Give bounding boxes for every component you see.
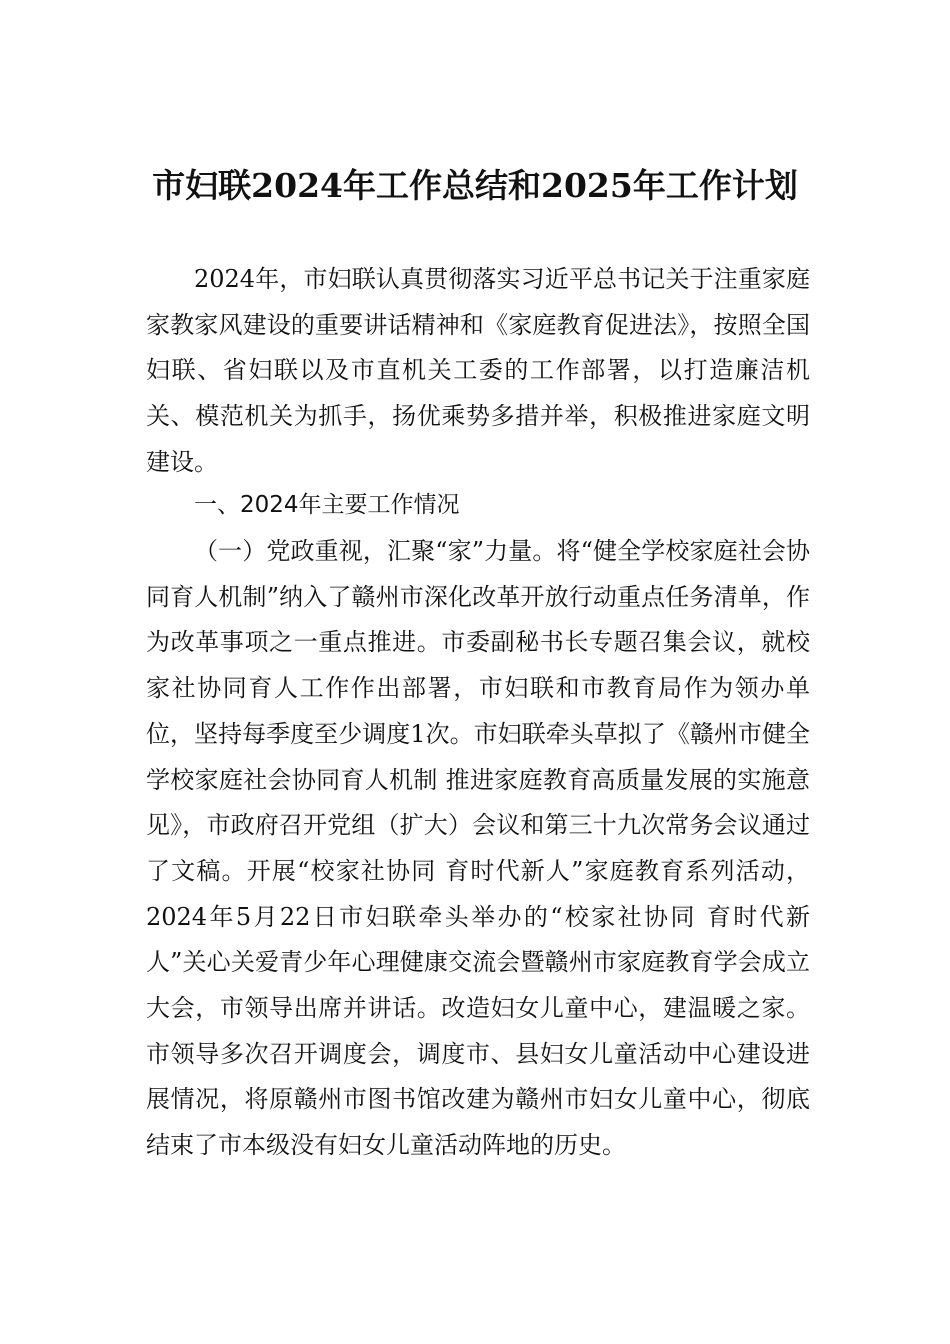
section-item-1-heading: （一）党政重视，汇聚“家”力量。	[194, 537, 557, 565]
section-item-1-paragraph	[146, 529, 810, 1169]
intro-paragraph: 2024年，市妇联认真贯彻落实习近平总书记关于注重家庭家教家风建设的重要讲话精神和《家庭教育促进法》，按照全国妇联、省妇联以及市直机关工委的工作部署，以打造廉洁机关、模范机关为抓手，扬优乘势多措并举，积极推进家庭文明建设。	[146, 265, 810, 476]
section-item-1-body: 将“健全学校家庭社会协同育人机制”纳入了赣州市深化改革开放行动重点任务清单，作为改革事项之一重点推进。市委副秘书长专题召集会议，就校家社协同育人工作作出部署，市妇联和市教育局作为领办单位，坚持每季度至少调度1次。市妇联牵头草拟了《赣州市健全学校家庭社会协同育人机制 推进家庭教育高质量发展的实施意见》，市政府召开党组（扩大）会议和第三十九次常务会议通过了文稿。开展“校家社协同 育时代新人”家庭教育系列活动，2024年5月22日市妇联牵头举办的“校家社协同 育时代新人”关心关爱青少年心理健康交流会暨赣州市家庭教育学会成立大会，市领导出席并讲话。改造妇女儿童中心，建温暖之家。市领导多次召开调度会，调度市、县妇女儿童活动中心建设进展情况，将原赣州市图书馆改建为赣州市妇女儿童中心，彻底结束了市本级没有妇女儿童活动阵地的历史。	[146, 537, 810, 1160]
section-heading-main-work-2024: 一、2024年主要工作情况	[194, 492, 460, 518]
document-title: 市妇联2024年工作总结和2025年工作计划	[152, 166, 798, 205]
